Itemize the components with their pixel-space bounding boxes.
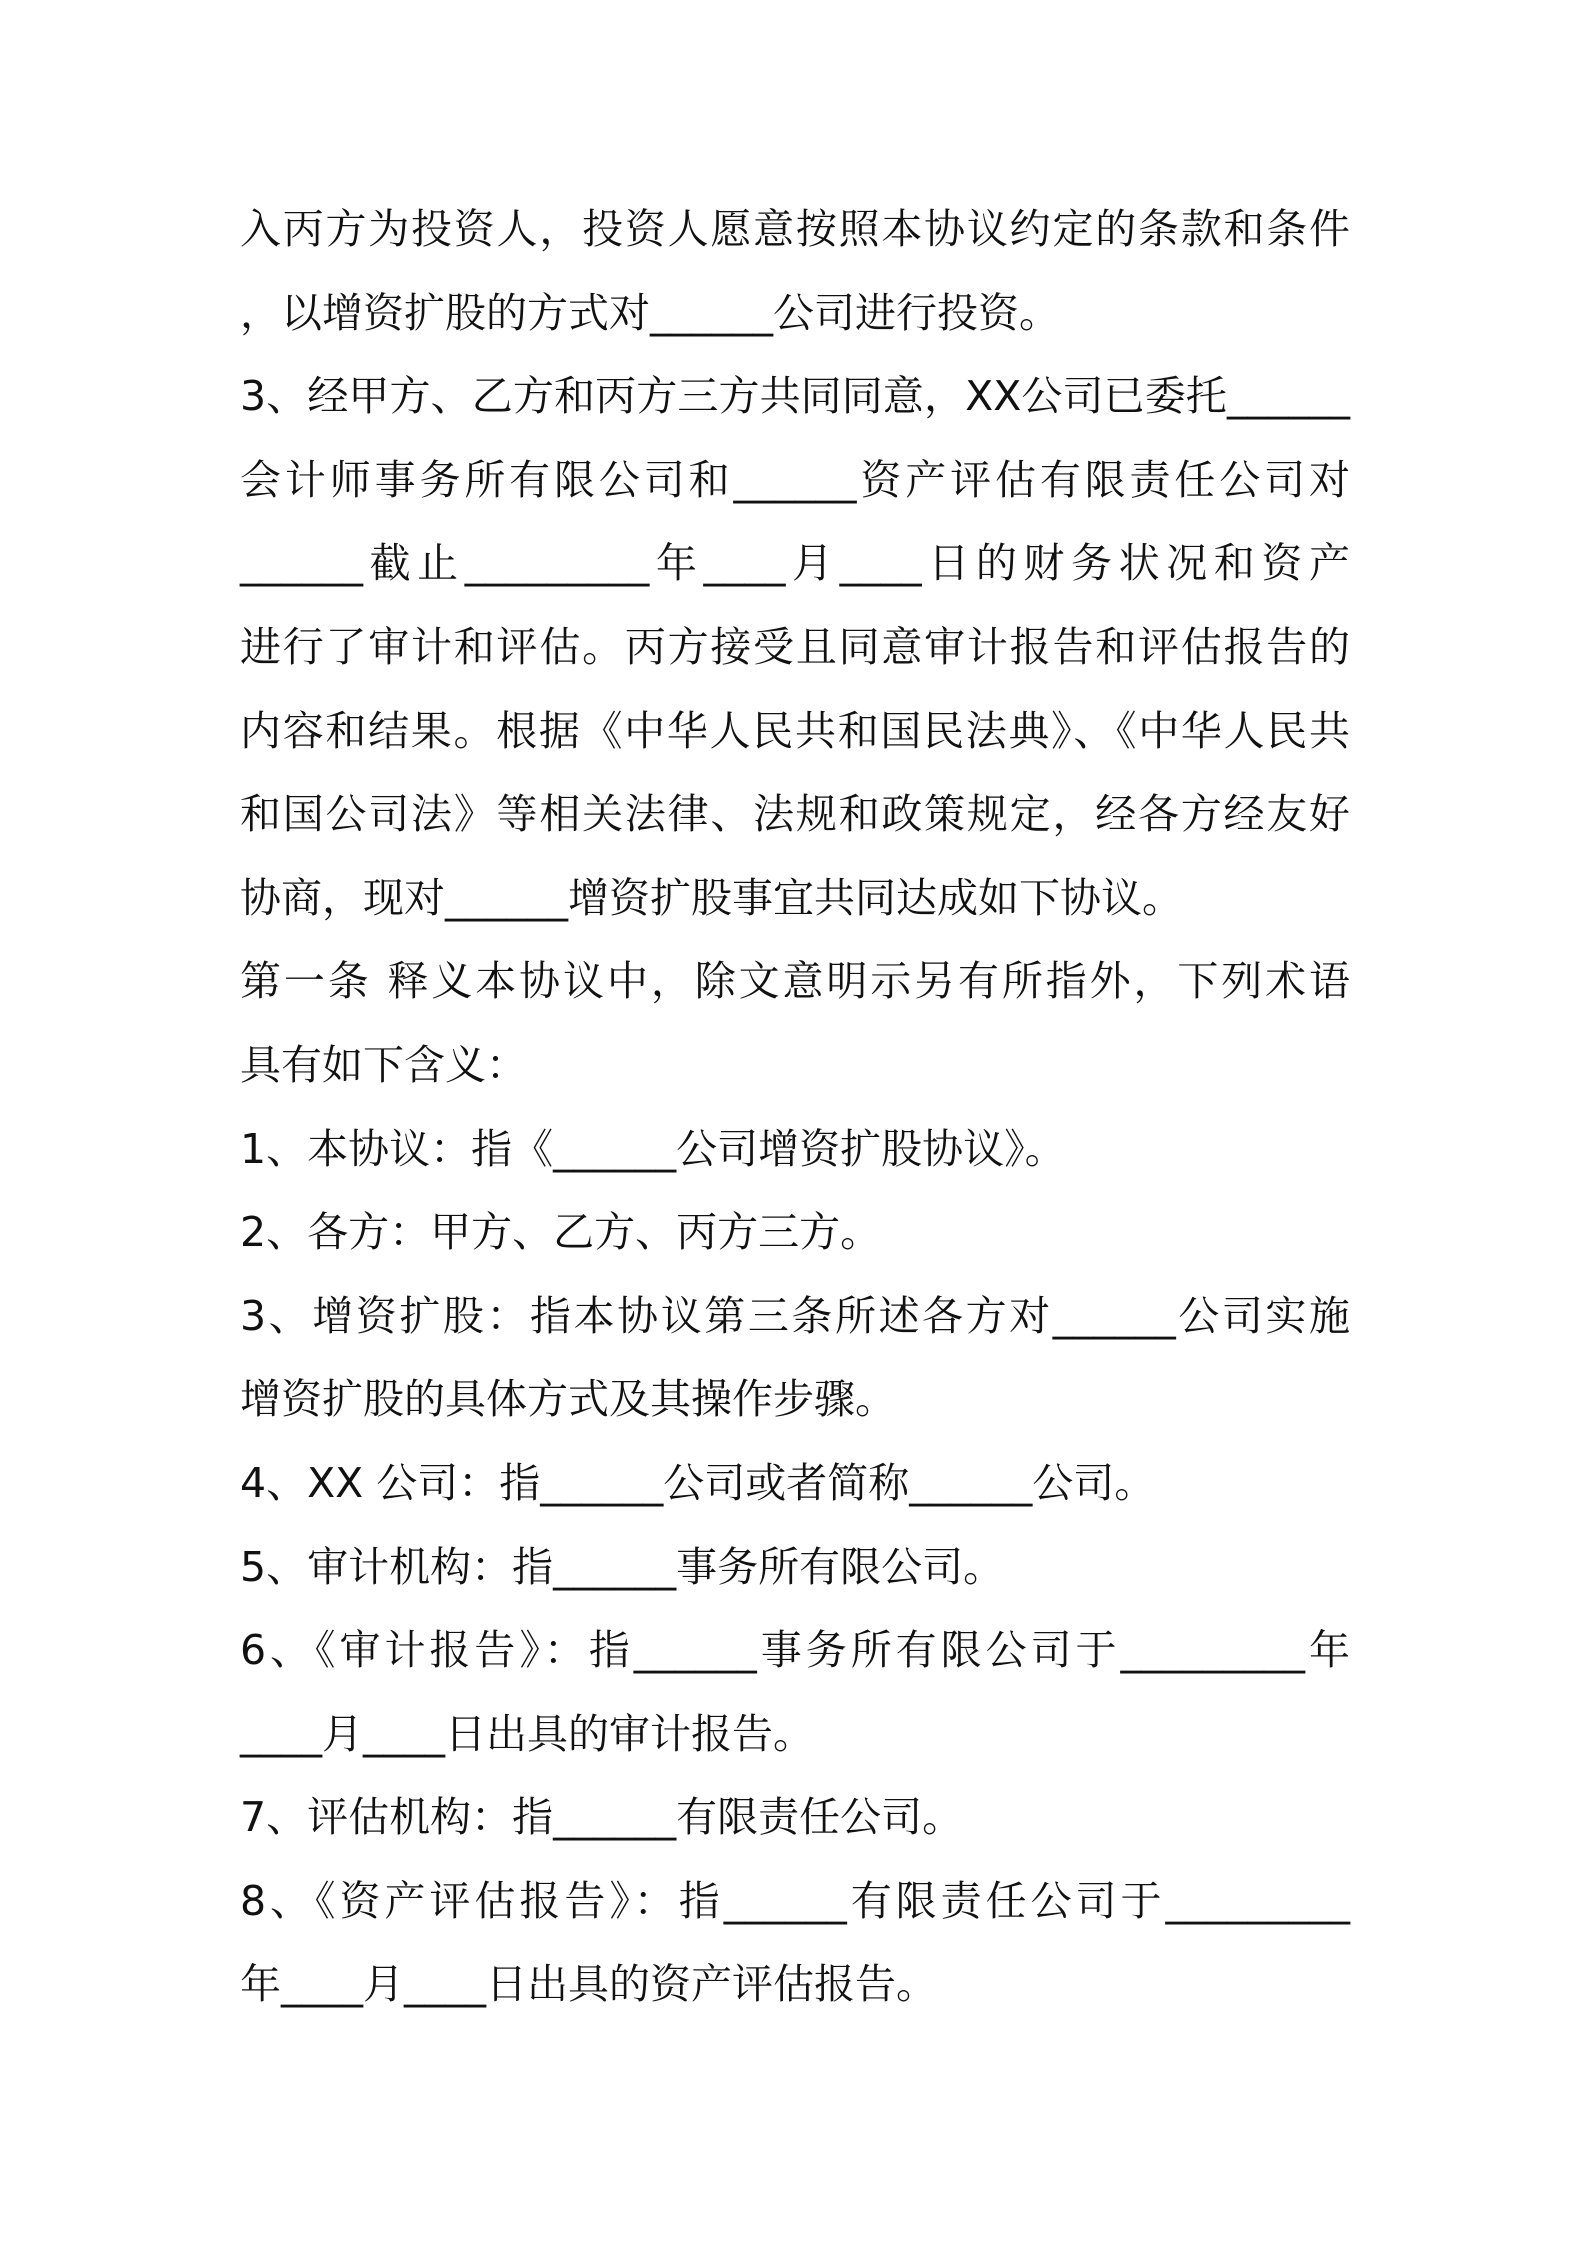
document-line: 年____月____日出具的资产评估报告。 xyxy=(240,1960,937,2009)
document-line: 会计师事务所有限公司和______资产评估有限责任公司对 xyxy=(240,455,1350,504)
document-body xyxy=(240,188,1350,2027)
definition-item: 8、《资产评估报告》：指______有限责任公司于_________ xyxy=(240,1876,1350,1925)
document-line: 具有如下含义： xyxy=(240,1040,527,1089)
document-line: 进行了审计和评估。丙方接受且同意审计报告和评估报告的 xyxy=(240,622,1350,671)
document-line: 内容和结果。根据《中华人民共和国民法典》、《中华人民共 xyxy=(240,706,1350,755)
document-line: 协商，现对______增资扩股事宜共同达成如下协议。 xyxy=(240,873,1183,922)
document-line: ，以增资扩股的方式对______公司进行投资。 xyxy=(240,288,1060,337)
document-line: 3、经甲方、乙方和丙方三方共同同意，XX公司已委托______ xyxy=(240,372,1350,421)
article-heading-line: 第一条 释义本协议中，除文意明示另有所指外，下列术语 xyxy=(240,957,1350,1006)
document-line: ______截止_________年____月____日的财务状况和资产 xyxy=(240,539,1350,588)
definition-item: 4、XX 公司：指______公司或者简称______公司。 xyxy=(240,1458,1156,1507)
definition-item: 5、审计机构：指______事务所有限公司。 xyxy=(240,1542,1005,1591)
document-line: ____月____日出具的审计报告。 xyxy=(240,1709,814,1758)
definition-item: 1、本协议：指《______公司增资扩股协议》。 xyxy=(240,1124,1066,1173)
document-line: 和国公司法》等相关法律、法规和政策规定，经各方经友好 xyxy=(240,790,1350,839)
document-line: 增资扩股的具体方式及其操作步骤。 xyxy=(240,1375,896,1424)
definition-item: 7、评估机构：指______有限责任公司。 xyxy=(240,1793,964,1842)
definition-item: 2、各方：甲方、乙方、丙方三方。 xyxy=(240,1208,882,1257)
definition-item: 6、《审计报告》：指______事务所有限公司于_________年 xyxy=(240,1626,1350,1675)
definition-item: 3、增资扩股：指本协议第三条所述各方对______公司实施 xyxy=(240,1291,1350,1340)
document-line: 入丙方为投资人，投资人愿意按照本协议约定的条款和条件 xyxy=(240,205,1350,253)
